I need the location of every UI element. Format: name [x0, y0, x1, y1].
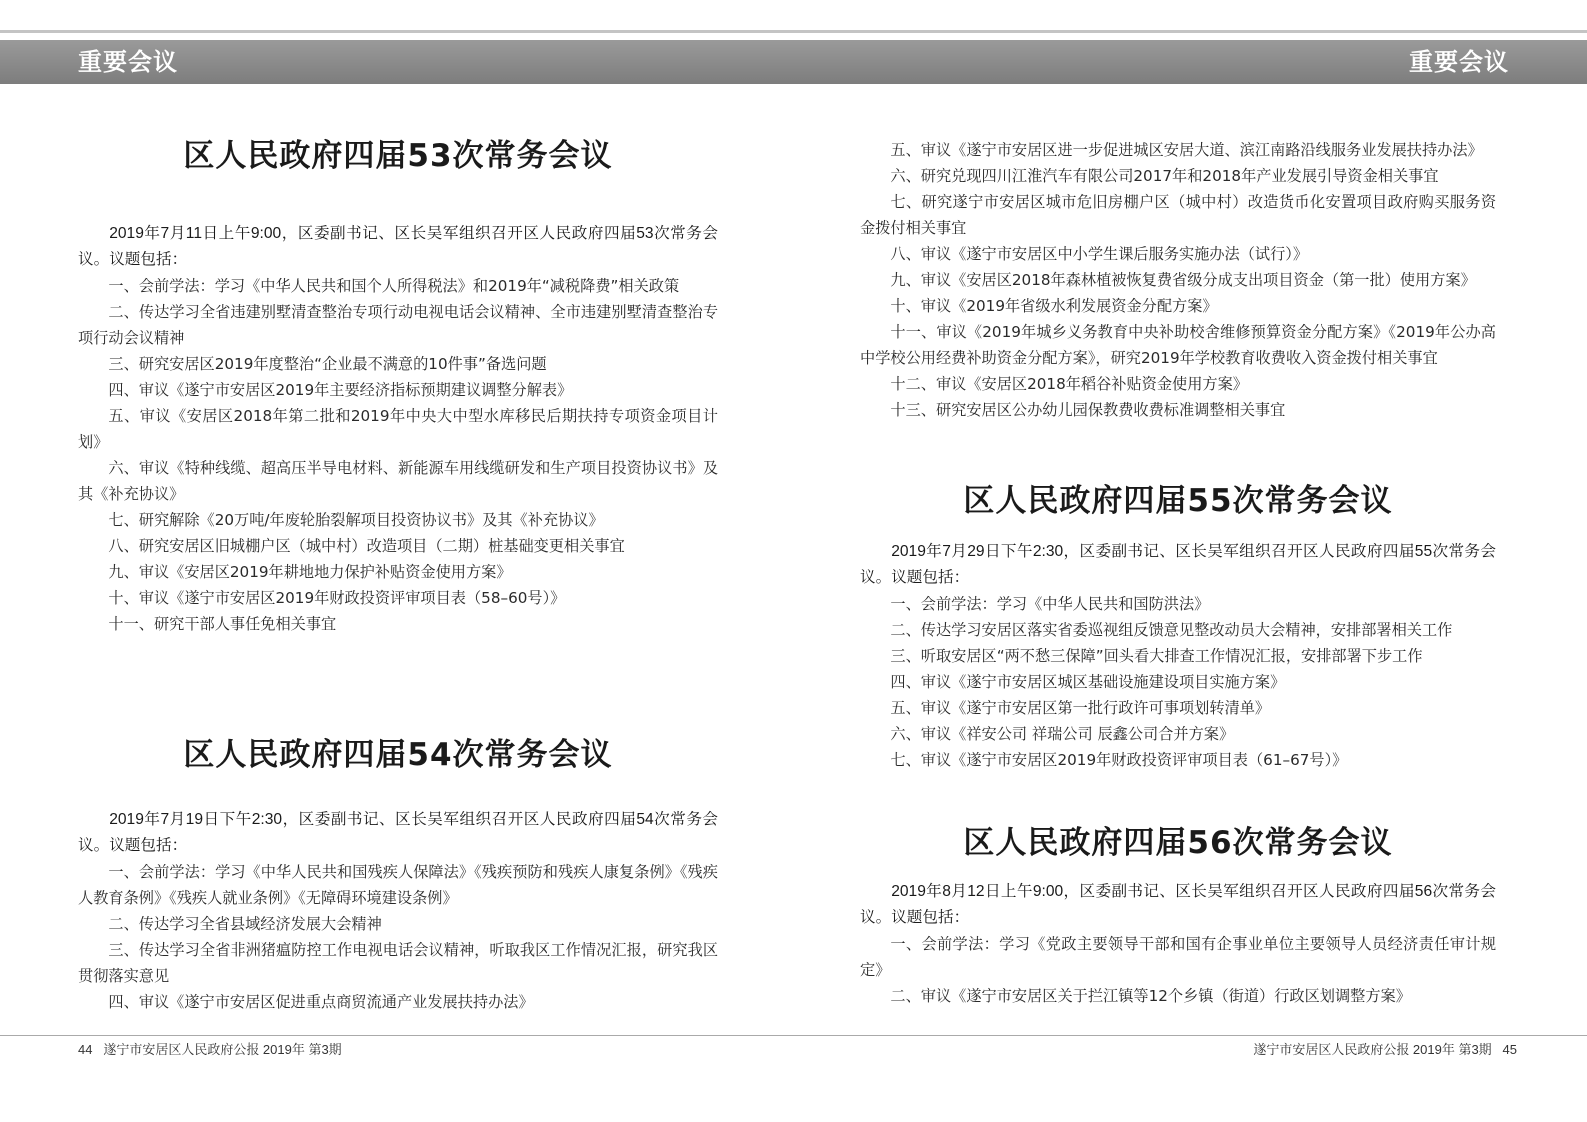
- agenda-item: 六、审议《特种线缆、超高压半导电材料、新能源车用线缆研发和生产项目投资协议书》及其《补充协议》: [78, 459, 718, 503]
- agenda-item: 十二、审议《安居区2018年稻谷补贴资金使用方案》: [890, 375, 1248, 393]
- meeting-55-intro: 2019年7月29日下午2:30，区委副书记、区长吴军组织召开区人民政府四届55次常务会议。议题包括：: [860, 543, 1496, 586]
- meeting-56-intro: 2019年8月12日上午9:00，区委副书记、区长吴军组织召开区人民政府四届56次常务会议。议题包括：: [860, 883, 1496, 926]
- agenda-item: 十一、审议《2019年城乡义务教育中央补助校舍维修预算资金分配方案》《2019年公办高中学校公用经费补助资金分配方案》，研究2019年学校教育收费收入资金拨付相关事宜: [860, 323, 1496, 367]
- meeting-53-intro: 2019年7月11日上午9:00，区委副书记、区长吴军组织召开区人民政府四届53次常务会议。议题包括：: [78, 225, 718, 268]
- meeting-53-title: 区人民政府四届53次常务会议: [183, 138, 613, 174]
- footer-right: [1253, 1041, 1517, 1059]
- journal-name: 遂宁市安居区人民政府公报 2019年 第3期: [1253, 1042, 1492, 1057]
- agenda-item: 二、审议《遂宁市安居区关于拦江镇等12个乡镇（街道）行政区划调整方案》: [890, 987, 1411, 1005]
- agenda-item: 十三、研究安居区公办幼儿园保教费收费标准调整相关事宜: [890, 401, 1286, 419]
- agenda-item: 十、审议《2019年省级水利发展资金分配方案》: [890, 297, 1218, 315]
- agenda-item: 五、审议《安居区2018年第二批和2019年中央大中型水库移民后期扶持专项资金项目计划》: [78, 407, 718, 451]
- top-rule: [0, 30, 1587, 33]
- agenda-item: 十、审议《遂宁市安居区2019年财政投资评审项目表（58–60号）》: [108, 589, 566, 607]
- agenda-item: 六、研究兑现四川江淮汽车有限公司2017年和2018年产业发展引导资金相关事宜: [890, 167, 1439, 185]
- agenda-item: 七、研究解除《20万吨/年废轮胎裂解项目投资协议书》及其《补充协议》: [108, 511, 604, 529]
- agenda-item: 三、传达学习全省非洲猪瘟防控工作电视电话会议精神，听取我区工作情况汇报，研究我区贯彻落实意见: [78, 941, 718, 985]
- agenda-item: 五、审议《遂宁市安居区第一批行政许可事项划转清单》: [890, 699, 1271, 717]
- agenda-item: 三、研究安居区2019年度整治“企业最不满意的10件事”备选问题: [108, 355, 547, 373]
- agenda-item: 一、会前学法：学习《中华人民共和国防洪法》: [890, 595, 1210, 613]
- agenda-item: 四、审议《遂宁市安居区促进重点商贸流通产业发展扶持办法》: [108, 993, 534, 1011]
- agenda-item: 二、传达学习全省违建别墅清查整治专项行动电视电话会议精神、全市违建别墅清查整治专项行动会议精神: [78, 303, 718, 347]
- agenda-item: 一、会前学法：学习《中华人民共和国残疾人保障法》《残疾预防和残疾人康复条例》《残疾人教育条例》《残疾人就业条例》《无障碍环境建设条例》: [78, 863, 718, 907]
- section-title-right: 重要会议: [1409, 48, 1509, 76]
- agenda-item: 五、审议《遂宁市安居区进一步促进城区安居大道、滨江南路沿线服务业发展扶持办法》: [890, 141, 1483, 159]
- agenda-item: 七、审议《遂宁市安居区2019年财政投资评审项目表（61–67号）》: [890, 751, 1348, 769]
- agenda-item: 七、研究遂宁市安居区城市危旧房棚户区（城中村）改造货币化安置项目政府购买服务资金拨付相关事宜: [860, 193, 1496, 237]
- agenda-item: 十一、研究干部人事任免相关事宜: [108, 615, 337, 633]
- agenda-item: 九、审议《安居区2019年耕地地力保护补贴资金使用方案》: [108, 563, 512, 581]
- page-number: 45: [1502, 1042, 1517, 1057]
- agenda-item: 一、会前学法：学习《党政主要领导干部和国有企事业单位主要领导人员经济责任审计规定》: [860, 935, 1496, 979]
- footer-left: [78, 1041, 342, 1059]
- agenda-item: 八、研究安居区旧城棚户区（城中村）改造项目（二期）桩基础变更相关事宜: [108, 537, 625, 555]
- meeting-55-title: 区人民政府四届55次常务会议: [963, 483, 1393, 519]
- agenda-item: 九、审议《安居区2018年森林植被恢复费省级分成支出项目资金（第一批）使用方案》: [890, 271, 1476, 289]
- agenda-item: 二、传达学习全省县域经济发展大会精神: [108, 915, 382, 933]
- agenda-item: 六、审议《祥安公司 祥瑞公司 辰鑫公司合并方案》: [890, 725, 1235, 743]
- meeting-56-title: 区人民政府四届56次常务会议: [963, 825, 1393, 861]
- agenda-item: 二、传达学习安居区落实省委巡视组反馈意见整改动员大会精神，安排部署相关工作: [890, 621, 1453, 639]
- meeting-54-intro: 2019年7月19日下午2:30，区委副书记、区长吴军组织召开区人民政府四届54次常务会议。议题包括：: [78, 811, 718, 854]
- page-number: 44: [78, 1042, 93, 1057]
- agenda-item: 四、审议《遂宁市安居区城区基础设施建设项目实施方案》: [890, 673, 1286, 691]
- meeting-54-title: 区人民政府四届54次常务会议: [183, 737, 613, 773]
- journal-name: 遂宁市安居区人民政府公报 2019年 第3期: [103, 1042, 342, 1057]
- section-title-left: 重要会议: [78, 48, 178, 76]
- agenda-item: 八、审议《遂宁市安居区中小学生课后服务实施办法（试行）》: [890, 245, 1309, 263]
- agenda-item: 一、会前学法：学习《中华人民共和国个人所得税法》和2019年“减税降费”相关政策: [108, 277, 680, 295]
- bottom-rule: [0, 1035, 1587, 1036]
- agenda-item: 三、听取安居区“两不愁三保障”回头看大排查工作情况汇报，安排部署下步工作: [890, 647, 1423, 665]
- section-banner: [0, 40, 1587, 84]
- agenda-item: 四、审议《遂宁市安居区2019年主要经济指标预期建议调整分解表》: [108, 381, 573, 399]
